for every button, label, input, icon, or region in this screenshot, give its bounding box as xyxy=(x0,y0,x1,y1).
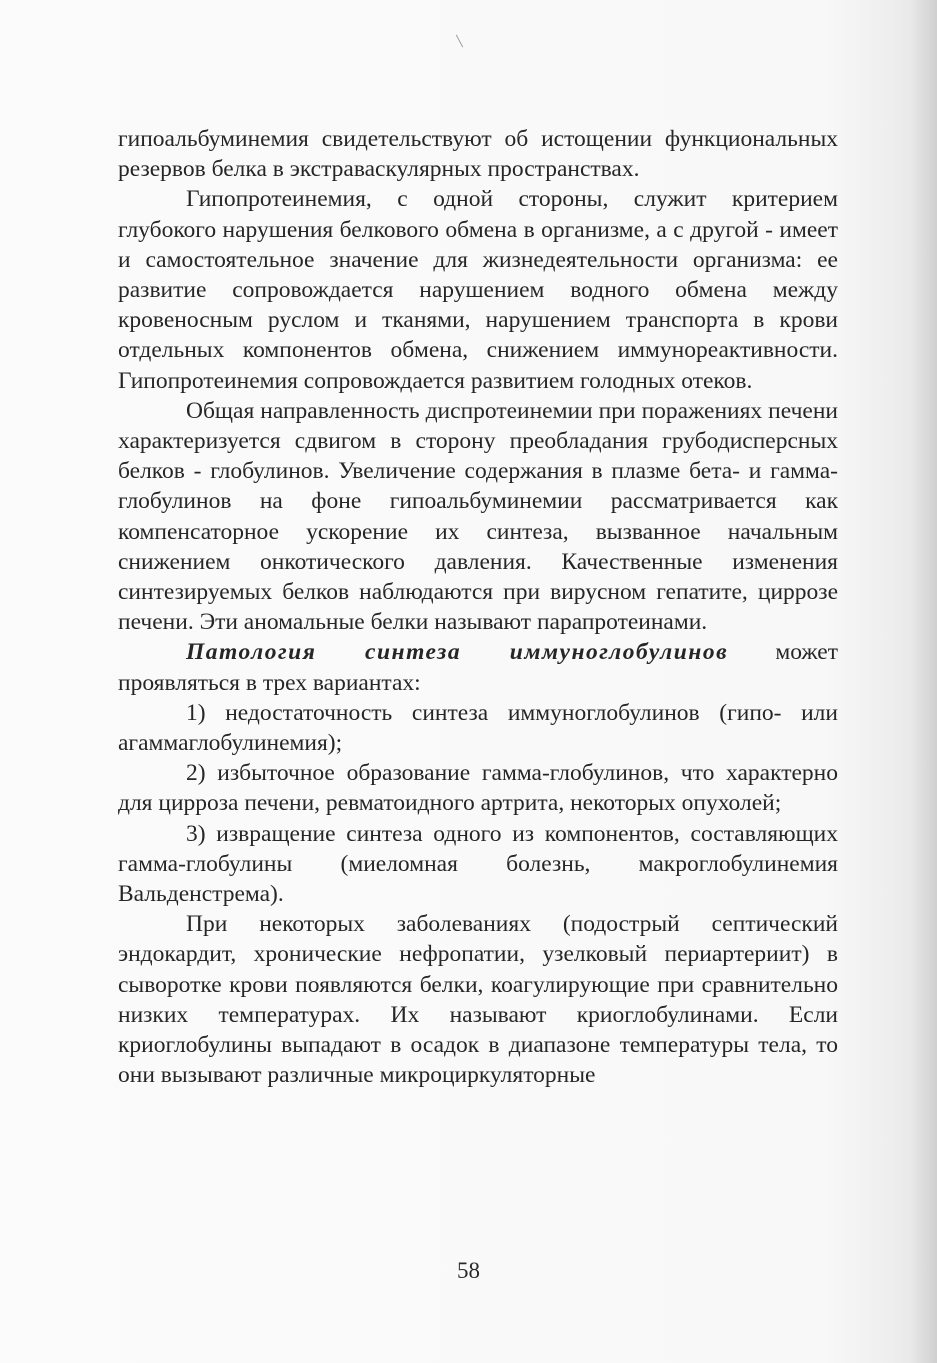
paragraph-continuation: гипоальбуминемия свидетельствуют об истощении функциональных резервов белка в экстраваскулярных пространствах. xyxy=(118,126,838,183)
term-continuation: может проявляться в трех вариантах: xyxy=(118,639,838,696)
list-item: 2) избыточное образование гамма-глобулинов, что характерно для цирроза печени, ревматоидного артрита, некоторых опухолей; xyxy=(118,760,838,817)
page-edge-shadow xyxy=(911,0,937,1363)
paragraph-hypoproteinemia: Гипопротеинемия, с одной стороны, служит критерием глубокого нарушения белкового обмена в организме, а с другой - имеет и самостоятельное значение для жизнедеятельности организма: ее развитие сопровождается нарушением водного обмена между кровеносным руслом и тканями, нарушением транспорта в крови отдельных компонентов обмена, снижением иммунореактивности. Гипопротеинемия сопровождается развитием голодных отеков. xyxy=(118,186,838,394)
paragraph-cryoglobulins: При некоторых заболеваниях (подострый септический эндокардит, хронические нефропатии, узелковый периартериит) в сыворотке крови появляются белки, коагулирующие при сравнительно низких температурах. Их называют криоглобулинами. Если криоглобулины выпадают в осадок в диапазоне температуры тела, то они вызывают различные микроциркуляторные xyxy=(118,911,838,1089)
scan-speck xyxy=(456,35,463,48)
page-number: 58 xyxy=(457,1258,480,1283)
list-item: 1) недостаточность синтеза иммуноглобулинов (гипо- или агаммаглобулинемия); xyxy=(118,699,838,757)
paragraph-immunoglobulin-pathology xyxy=(118,637,838,697)
page-body-text xyxy=(118,124,838,1091)
list-item: 3) извращение синтеза одного из компонентов, составляющих гамма-глобулины (миеломная болезнь, макроглобулинемия Вальденстрема). xyxy=(118,820,838,908)
paragraph-dysproteinemia: Общая направленность диспротеинемии при поражениях печени характеризуется сдвигом в сторону преобладания грубодисперсных белков - глобулинов. Увеличение содержания в плазме бета- и гамма-глобулинов на фоне гипоальбуминемии рассматривается как компенсаторное ускорение их синтеза, вызванное начальным снижением онкотического давления. Качественные изменения синтезируемых белков наблюдаются при вирусном гепатите, циррозе печени. Эти аномальные белки называют парапротеинами. xyxy=(118,397,838,636)
bold-italic-term: Патология синтеза иммуноглобулинов xyxy=(186,639,729,666)
